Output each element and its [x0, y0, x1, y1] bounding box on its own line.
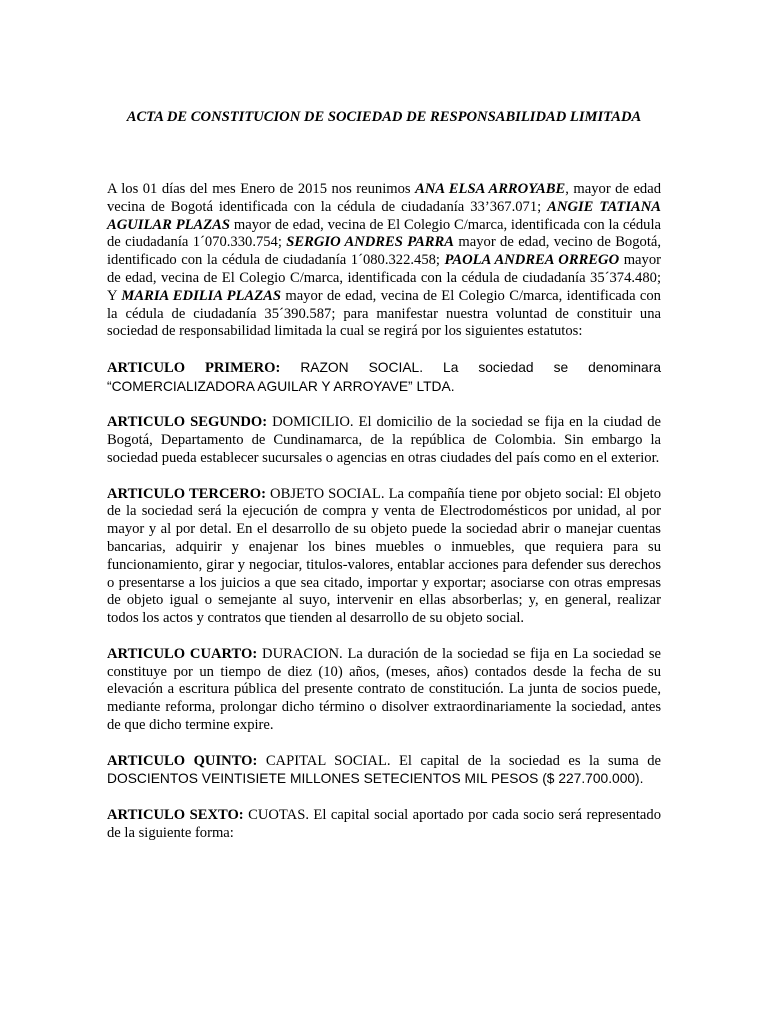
document-body [107, 181, 661, 860]
article-primero [107, 359, 661, 397]
article-sexto [107, 807, 661, 843]
article-text: DOMICILIO. El domicilio de la sociedad se fija en la ciudad de Bogotá, Departamento de Cundinamarca, de la república de Colombia. Sin embargo la sociedad pueda establecer sucursales o agencias en otras ciudades del país como en el exterior. [107, 414, 661, 466]
article-quinto [107, 753, 661, 790]
article-heading: ARTICULO SEXTO: [107, 806, 244, 823]
intro-text: A los 01 días del mes Enero de 2015 nos reunimos [107, 181, 416, 197]
article-text: CUOTAS. El capital social aportado por cada socio será representado de la siguiente forma: [107, 806, 661, 841]
intro-text: mayor de edad, vecina de El Colegio C/marca, identificada con la cédula de ciudadanía 35´390.587; para manifestar nuestra voluntad de constituir una sociedad de responsabilidad limitada la cual se regirá por los siguientes estatutos: [107, 287, 661, 340]
partner-name: ANA ELSA ARROYABE [415, 181, 566, 197]
article-amount: DOSCIENTOS VEINTISIETE MILLONES SETECIENTOS MIL PESOS ($ 227.700.000). [107, 771, 644, 787]
intro-paragraph [107, 181, 661, 341]
article-cuarto [107, 646, 661, 735]
article-heading: ARTICULO QUINTO: [107, 752, 258, 769]
article-heading: ARTICULO PRIMERO: [107, 359, 281, 376]
article-text: OBJETO SOCIAL. La compañía tiene por objeto social: El objeto de la sociedad será la ejecución de compra y venta de Electrodomésticos por unidad, al por mayor y al por detal. En el desarrollo de su objeto puede la sociedad abrir o manejar cuentas bancarias, adquirir y enajenar los bines muebles o inmuebles, que requiera para su funcionamiento, girar y negociar, titulos-valores, entablar acciones para defender sus derechos o presentarse a los juicios a que sea citado, importar y exportar; asociarse con otras empresas de objeto igual o semejante al suyo, intervenir en ellas absorberlas; y, en general, realizar todos los actos y contratos que tienden al desarrollo de su objeto social. [107, 485, 661, 627]
intro-text: mayor de edad, vecina de El Colegio C/marca, identificada con la cédula de ciudadanía 35´374.480; Y [107, 252, 661, 304]
article-heading: ARTICULO SEGUNDO: [107, 414, 268, 431]
intro-text: , mayor de edad vecina de Bogotá identificada con la cédula de ciudadanía 33’367.071; [107, 181, 662, 215]
article-heading: ARTICULO TERCERO: [107, 485, 266, 502]
article-heading: ARTICULO CUARTO: [107, 645, 258, 662]
intro-text: mayor de edad, vecino de Bogotá, identificado con la cédula de ciudadanía 1´080.322.458; [107, 234, 662, 269]
partner-name: MARIA EDILIA PLAZAS [121, 287, 281, 304]
article-segundo [107, 414, 661, 467]
article-tercero [107, 486, 661, 628]
article-text: RAZON SOCIAL. La sociedad se denominara “COMERCIALIZADORA AGUILAR Y ARROYAVE” LTDA. [107, 359, 661, 394]
partner-name: PAOLA ANDREA ORREGO [444, 252, 620, 269]
intro-text: mayor de edad, vecina de El Colegio C/marca, identificada con la cédula de ciudadanía 1´070.330.754; [107, 216, 661, 251]
partner-name: SERGIO ANDRES PARRA [286, 234, 455, 251]
partner-name: ANGIE TATIANA AGUILAR PLAZAS [107, 198, 662, 233]
document-title: ACTA DE CONSTITUCION DE SOCIEDAD DE RESPONSABILIDAD LIMITADA [126, 109, 642, 125]
article-text: DURACION. La duración de la sociedad se fija en La sociedad se constituye por un tiempo de diez (10) años, (meses, años) contados desde la fecha de su elevación a escritura pública del presente contrato de constitución. La junta de socios puede, mediante reforma, prolongar dicho término o disolver extraordinariamente la sociedad, antes de que dicho termine expire. [107, 645, 661, 733]
article-text: CAPITAL SOCIAL. El capital de la sociedad es la suma de [257, 752, 661, 769]
